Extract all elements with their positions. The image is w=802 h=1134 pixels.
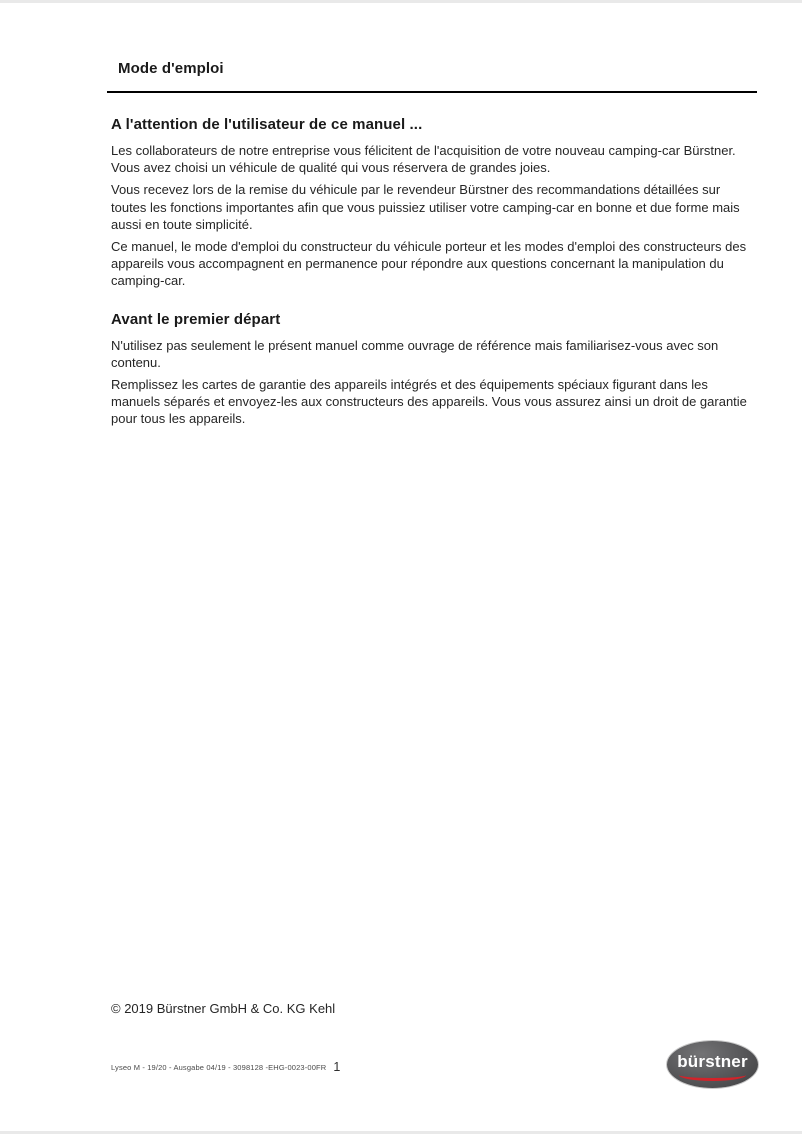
- paragraph: Ce manuel, le mode d'emploi du constructeur du véhicule porteur et les modes d'emploi des constructeurs des appareils vous accompagnent en permanence pour répondre aux questions concernant la manipulation du camping-car.: [111, 239, 747, 289]
- paragraph: Remplissez les cartes de garantie des appareils intégrés et des équipements spéciaux figurant dans les manuels séparés et envoyez-les aux constructeurs des appareils. Vous vous assurez ainsi un droit de garantie pour tous les appareils.: [111, 377, 747, 427]
- page-number: 1: [333, 1060, 341, 1074]
- section-heading-attention: A l'attention de l'utilisateur de ce manuel ...: [111, 116, 423, 133]
- section-heading-premier-depart: Avant le premier départ: [111, 310, 281, 328]
- paragraph: Vous recevez lors de la remise du véhicule par le revendeur Bürstner des recommandations détaillées sur toutes les fonctions importantes afin que vous puissiez utiliser votre camping-car en bonne et due forme mais aussi en toute simplicité.: [111, 182, 740, 232]
- header-rule: [107, 91, 757, 93]
- buerstner-logo-text: bürstner: [677, 1051, 748, 1071]
- page-edge-top: [0, 0, 802, 3]
- paragraph: Les collaborateurs de notre entreprise vous félicitent de l'acquisition de votre nouveau camping-car Bürstner. Vous avez choisi un véhicule de qualité qui vous réservera de grandes joies.: [111, 143, 736, 176]
- copyright-line: © 2019 Bürstner GmbH & Co. KG Kehl: [111, 1001, 336, 1016]
- buerstner-logo: [667, 1041, 758, 1088]
- page-header-title: Mode d'emploi: [118, 60, 224, 77]
- paragraph: N'utilisez pas seulement le présent manuel comme ouvrage de référence mais familiarisez-vous avec son contenu.: [111, 337, 719, 370]
- document-reference: Lyseo M - 19/20 - Ausgabe 04/19 - 3098128 -EHG-0023-00FR: [111, 1063, 327, 1072]
- content-area: [111, 116, 759, 433]
- logo-swoosh-icon: [679, 1069, 746, 1081]
- footer-reference-line: [111, 1060, 340, 1076]
